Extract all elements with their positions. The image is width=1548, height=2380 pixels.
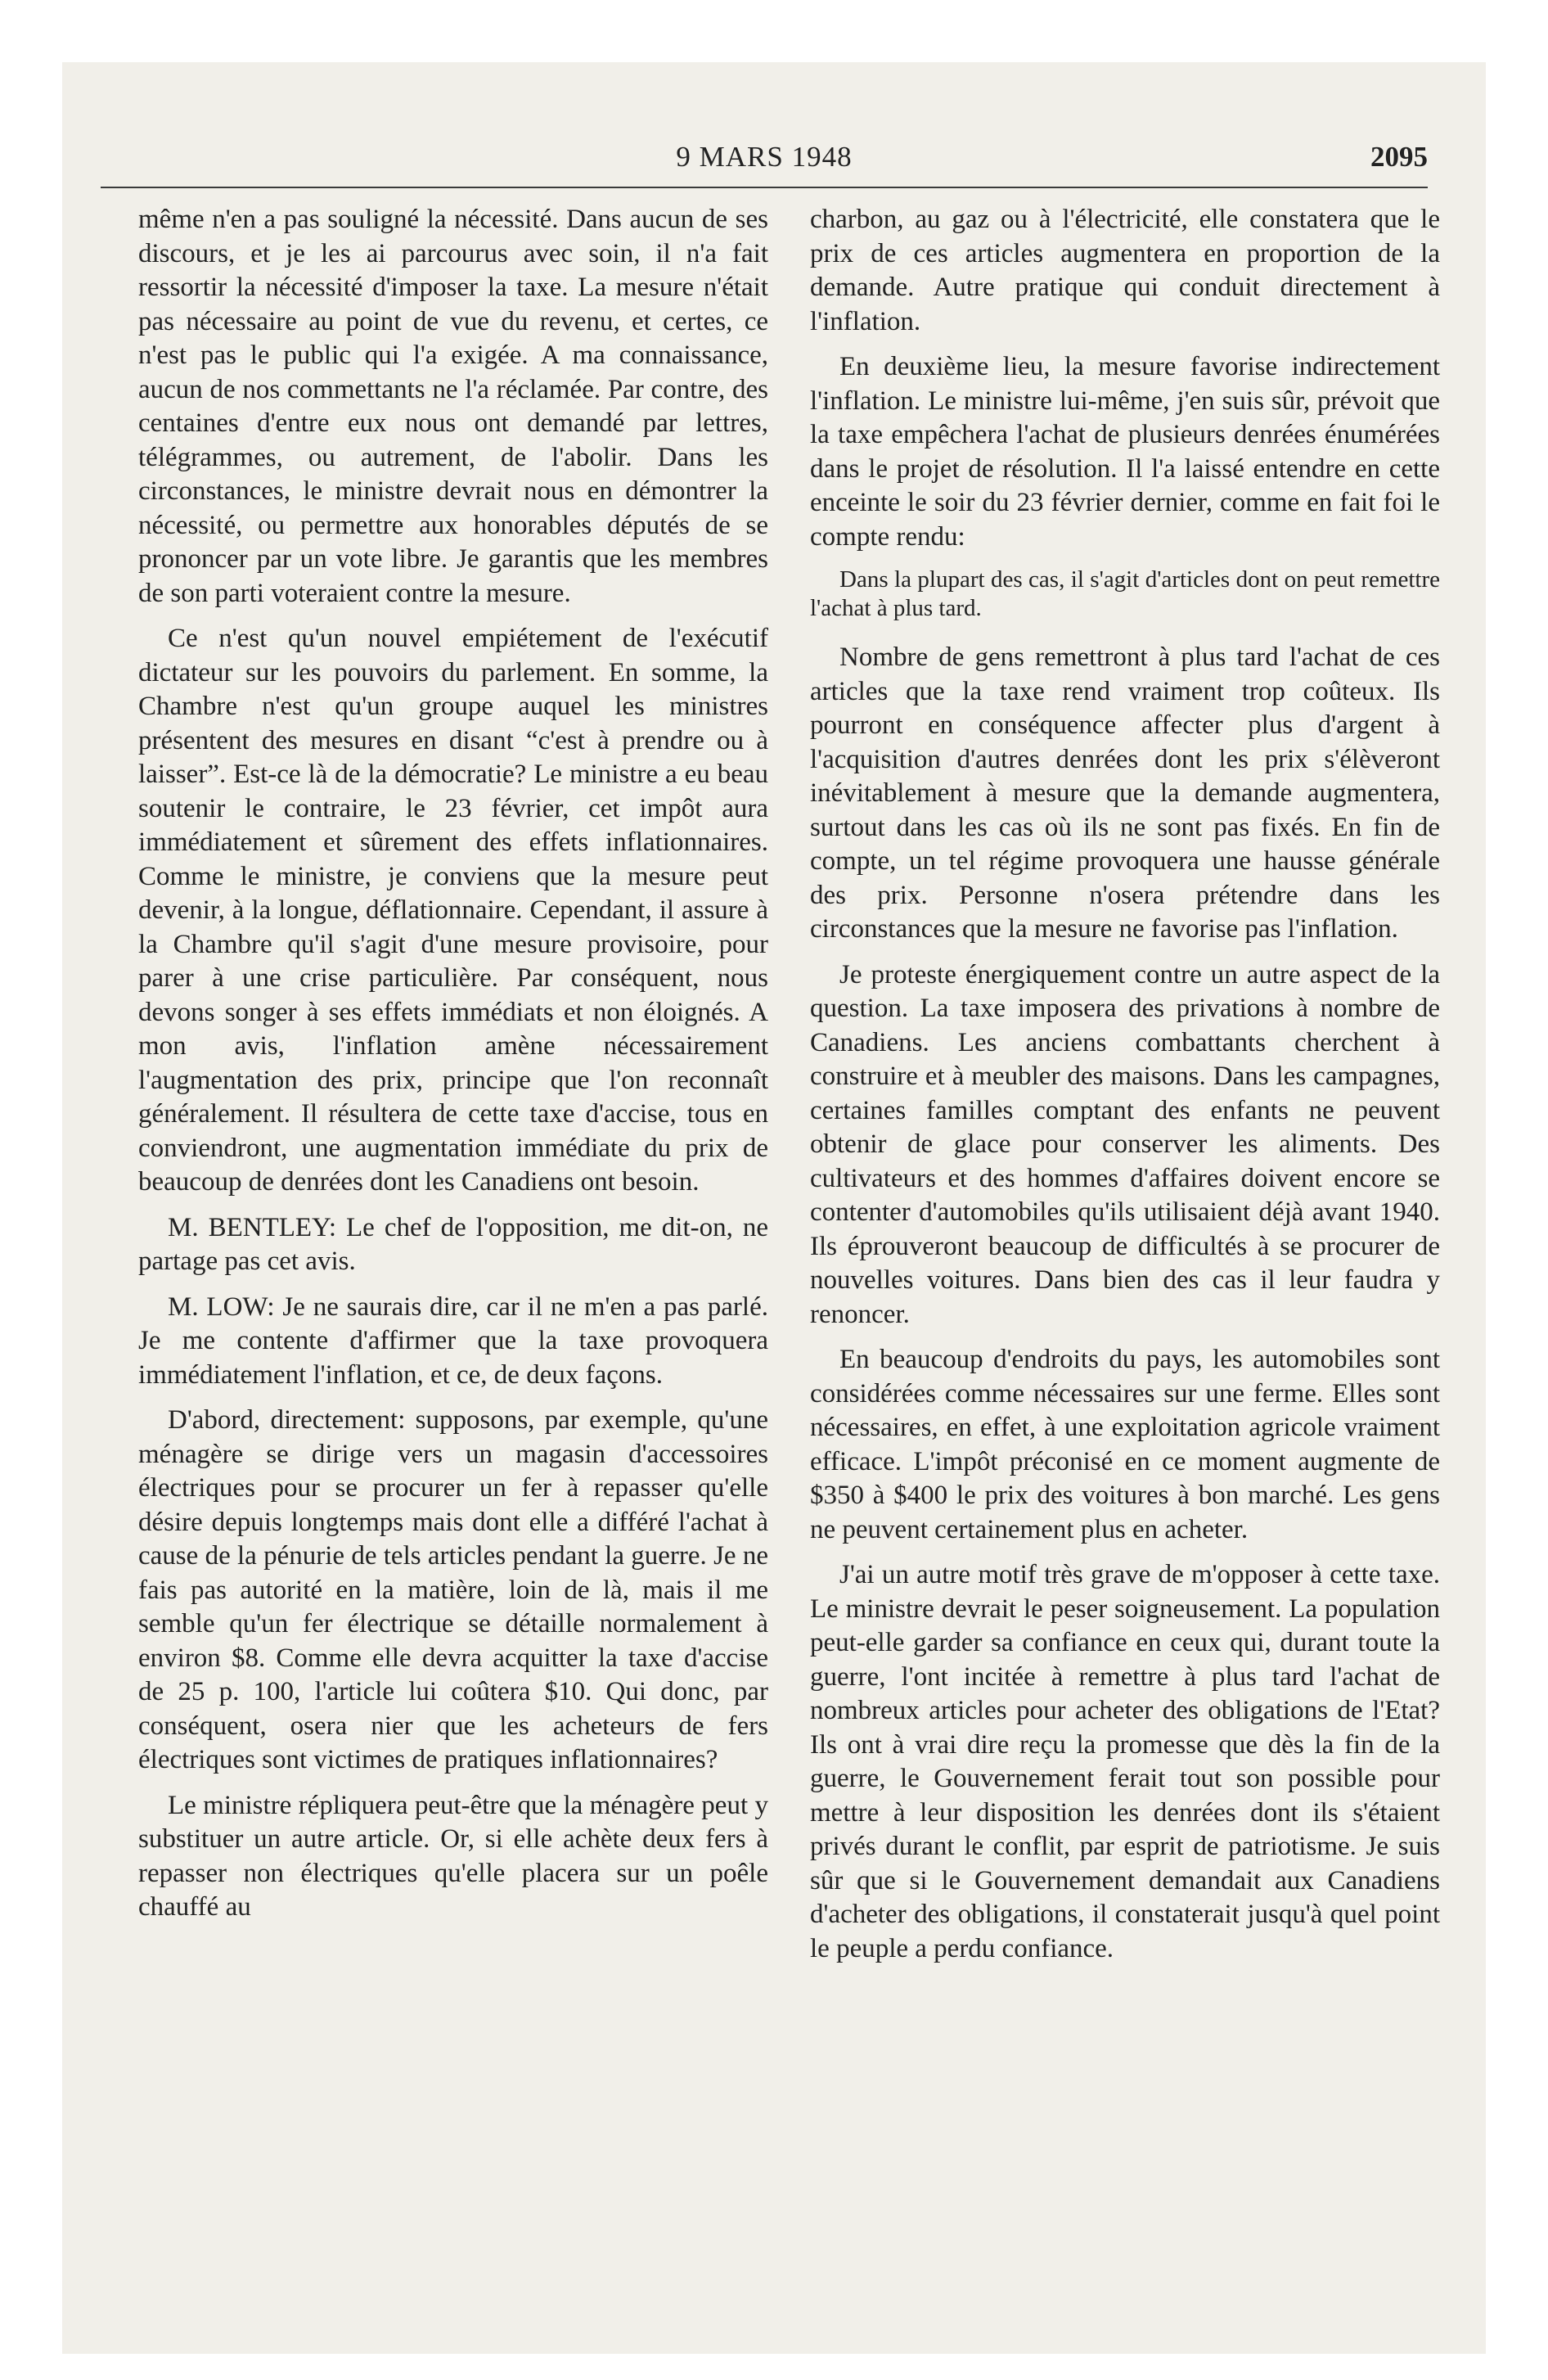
paragraph: Nombre de gens remettront à plus tard l'achat de ces articles que la taxe rend vraiment trop coûteux. Ils pourront en conséquence affecter plus d'argent à l'acquisition d'autres denrées dont les prix s'élèveront inévitablement à mesure que la demande augmentera, surtout dans les cas où ils ne sont pas fixés. En fin de compte, un tel régime provoquera une hausse générale des prix. Personne n'osera prétendre dans les circonstances que la mesure ne favorise pas l'inflation. [810,642,1440,944]
paragraph: M. BENTLEY: Le chef de l'opposition, me dit-on, ne partage pas cet avis. [138,1212,768,1276]
paragraph: Le ministre répliquera peut-être que la ménagère peut y substituer un autre article. Or, si elle achète deux fers à repasser non électriques qu'elle placera sur un poêle chauffé au [138,1790,768,1922]
page-number: 2095 [1370,141,1428,173]
right-column [810,203,1440,1977]
paragraph: J'ai un autre motif très grave de m'opposer à cette taxe. Le ministre devrait le peser soigneusement. La population peut-elle garder sa confiance en ceux qui, durant toute la guerre, l'ont incitée à remettre à plus tard l'achat de nombreux articles pour acheter des obligations de l'Etat? Ils ont à vrai dire reçu la promesse que dès la fin de la guerre, le Gouvernement ferait tout son possible pour mettre à leur disposition les denrées dont ils s'étaient privés durant le conflit, par esprit de patriotisme. Je suis sûr que si le Gouvernement demandait aux Canadiens d'acheter des obligations, il constaterait jusqu'à quel point le peuple a perdu confiance. [810,1560,1440,1963]
paragraph: M. LOW: Je ne saurais dire, car il ne m'en a pas parlé. Je me contente d'affirmer que la taxe provoquera immédiatement l'inflation, et ce, de deux façons. [138,1291,768,1390]
paragraph: même n'en a pas souligné la nécessité. Dans aucun de ses discours, et je les ai parcourus avec soin, il n'a fait ressortir la nécessité d'imposer la taxe. La mesure n'était pas nécessaire au point de vue du revenu, et certes, ce n'est pas le public qui l'a exigée. A ma connaissance, aucun de nos commettants ne l'a réclamée. Par contre, des centaines d'entre eux nous ont demandé par lettres, télégrammes, ou autrement, de l'abolir. Dans les circonstances, le ministre devrait nous en démontrer la nécessité, ou permettre aux honorables députés de se prononcer par un vote libre. Je garantis que les membres de son parti voteraient contre la mesure. [138,205,768,608]
paragraph: Je proteste énergiquement contre un autre aspect de la question. La taxe imposera des privations à nombre de Canadiens. Les anciens combattants cherchent à construire et à meubler des maisons. Dans les campagnes, certaines familles comptant des enfants ne peuvent obtenir de glace pour conserver les aliments. Des cultivateurs et des hommes d'affaires doivent encore se contenter d'automobiles qu'ils utilisaient déjà avant 1940. Ils éprouveront beaucoup de difficultés à se procurer de nouvelles voitures. Dans bien des cas il leur faudra y renoncer. [810,959,1440,1329]
left-column [138,203,768,1936]
paragraph: Ce n'est qu'un nouvel empiétement de l'exécutif dictateur sur les pouvoirs du parlement. En somme, la Chambre n'est qu'un groupe auquel les ministres présentent des mesures en disant “c'est à prendre ou à laisser”. Est-ce là de la démocratie? Le ministre a eu beau soutenir le contraire, le 23 février, cet impôt aura immédiatement et sûrement des effets inflationnaires. Comme le ministre, je conviens que la mesure peut devenir, à la longue, déflationnaire. Cependant, il assure à la Chambre qu'il s'agit d'une mesure provisoire, pour parer à une crise particulière. Par conséquent, nous devons songer à ses effets immédiats et non éloignés. A mon avis, l'inflation amène nécessairement l'augmentation des prix, principe que l'on reconnaît généralement. Il résultera de cette taxe d'accise, tous en conviendront, une augmentation immédiate du prix de beaucoup de denrées dont les Canadiens ont besoin. [138,624,768,1197]
paragraph: D'abord, directement: supposons, par exemple, qu'une ménagère se dirige vers un magasin d'accessoires électriques pour se procurer un fer à repasser qu'elle désire depuis longtemps mais dont elle a différé l'achat à cause de la pénurie de tels articles pendant la guerre. Je ne fais pas autorité en la matière, loin de là, mais il me semble qu'un fer électrique se détaille normalement à environ $8. Comme elle devra acquitter la taxe d'accise de 25 p. 100, l'article lui coûtera $10. Qui donc, par conséquent, osera nier que les acheteurs de fers électriques sont victimes de pratiques inflationnaires? [138,1405,768,1774]
paragraph: En beaucoup d'endroits du pays, les automobiles sont considérées comme nécessaires sur une ferme. Elles sont nécessaires, en effet, à une exploitation agricole vraiment efficace. L'impôt préconisé en ce moment augmente de $350 à $400 le prix des voitures à bon marché. Les gens ne peuvent certainement plus en acheter. [810,1345,1440,1544]
paragraph: charbon, au gaz ou à l'électricité, elle constatera que le prix de ces articles augmentera en proportion de la demande. Autre pratique qui conduit directement à l'inflation. [810,205,1440,336]
paragraph: En deuxième lieu, la mesure favorise indirectement l'inflation. Le ministre lui-même, j'en suis sûr, prévoit que la taxe empêchera l'achat de plusieurs denrées énumérées dans le projet de résolution. Il l'a laissé entendre en cette enceinte le soir du 23 février dernier, comme en fait foi le compte rendu: [810,352,1440,552]
page-date: 9 MARS 1948 [676,141,853,173]
block-quote: Dans la plupart des cas, il s'agit d'articles dont on peut remettre l'achat à plus tard. [810,566,1440,621]
page-header [101,137,1428,188]
